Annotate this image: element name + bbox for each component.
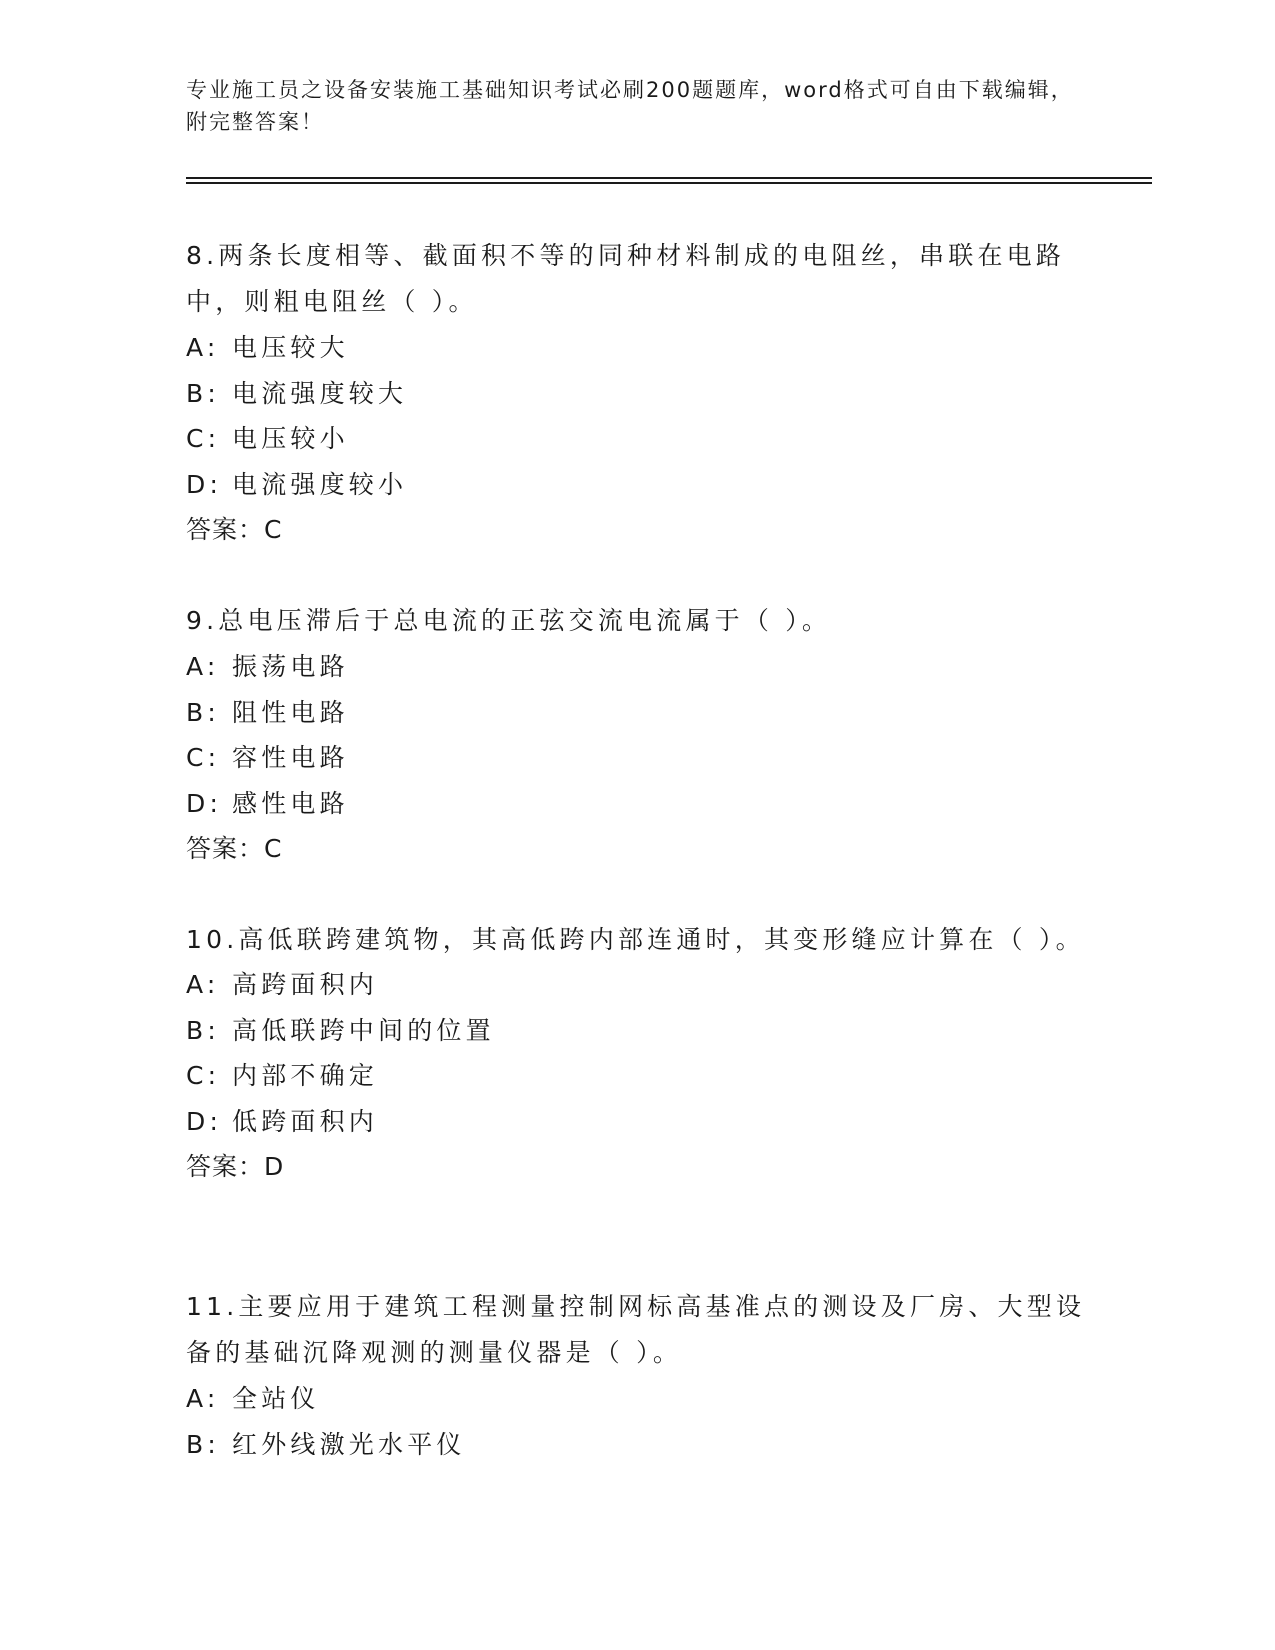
option-d (186, 1099, 1086, 1145)
option-c (186, 1053, 1086, 1099)
option-a (186, 962, 1086, 1008)
option-key: C: (186, 743, 221, 772)
option-text: 高低联跨中间的位置 (232, 1015, 495, 1045)
answer: 答案：C (186, 834, 283, 863)
option-key: D: (186, 788, 223, 818)
option-text: 振荡电路 (232, 652, 349, 681)
option-a (186, 644, 1086, 690)
option-text: 电压较大 (232, 333, 349, 362)
option-key: A: (186, 970, 220, 999)
document-header (186, 74, 1086, 138)
option-text: 容性电路 (232, 743, 349, 772)
option-text: 内部不确定 (232, 1061, 379, 1090)
option-text: 阻性电路 (232, 697, 349, 727)
option-key: D: (186, 469, 223, 499)
question-stem: 8.两条长度相等、截面积不等的同种材料制成的电阻丝，串联在电路中，则粗电阻丝（ ）。 (186, 241, 1066, 316)
question-11 (186, 1284, 1086, 1467)
option-key: D: (186, 1106, 223, 1136)
question-stem: 11.主要应用于建筑工程测量控制网标高基准点的测设及厂房、大型设备的基础沉降观测的测量仪器是（ ）。 (186, 1292, 1086, 1367)
option-b (186, 1422, 1086, 1468)
option-a (186, 325, 1086, 371)
question-stem: 10.高低联跨建筑物，其高低跨内部连通时，其变形缝应计算在（ ）。 (186, 925, 1085, 954)
option-key: A: (186, 333, 220, 362)
option-a (186, 1376, 1086, 1422)
option-c (186, 416, 1086, 462)
option-text: 感性电路 (232, 788, 349, 818)
question-stem: 9.总电压滞后于总电流的正弦交流电流属于（ ）。 (186, 606, 832, 635)
option-key: B: (186, 378, 220, 408)
option-text: 电流强度较小 (232, 469, 408, 499)
option-key: C: (186, 424, 221, 453)
option-key: B: (186, 1429, 220, 1459)
option-text: 全站仪 (232, 1384, 320, 1413)
question-8 (186, 233, 1086, 553)
option-text: 电压较小 (232, 424, 349, 453)
document-title: 专业施工员之设备安装施工基础知识考试必刷200题题库，word格式可自由下载编辑，附完整答案！ (186, 78, 1074, 134)
option-text: 红外线激光水平仪 (232, 1429, 466, 1459)
option-key: A: (186, 652, 220, 681)
option-b (186, 371, 1086, 417)
question-10 (186, 918, 1086, 1190)
answer: 答案：C (186, 515, 283, 544)
option-text: 电流强度较大 (232, 378, 408, 408)
option-b (186, 690, 1086, 736)
option-b (186, 1008, 1086, 1054)
option-d (186, 781, 1086, 827)
option-key: C: (186, 1061, 221, 1090)
option-text: 低跨面积内 (232, 1106, 379, 1136)
header-divider-top (186, 177, 1152, 179)
header-divider-bottom (186, 182, 1152, 184)
question-9 (186, 598, 1086, 872)
option-key: B: (186, 1015, 220, 1045)
option-d (186, 462, 1086, 508)
option-key: B: (186, 697, 220, 727)
option-c (186, 735, 1086, 781)
answer: 答案：D (186, 1152, 285, 1181)
option-text: 高跨面积内 (232, 970, 379, 999)
option-key: A: (186, 1384, 220, 1413)
